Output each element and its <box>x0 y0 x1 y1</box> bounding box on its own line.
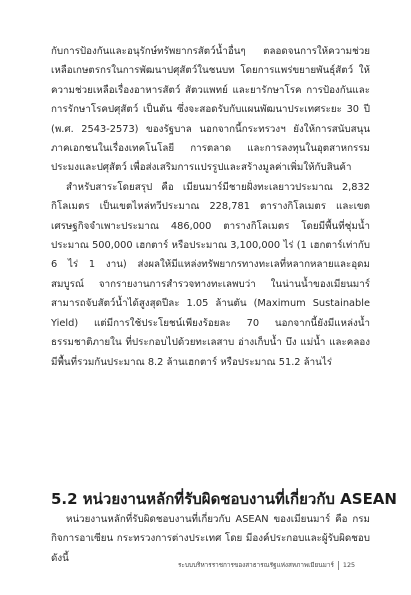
paragraph-1: กับการป้องกันและอนุรักษ์ทรัพยากรสัตว์น้ำอื่นๆ ตลอดจนการให้ความช่วยเหลือเกษตรกรในการพัฒนาปศุสัตว์ในชนบท โดยการแพร่ขยายพันธุ์สัตว์ ให้ความช่วยเหลือเรื่องอาหารสัตว์ สัตวแพทย์ และยารักษาโรค การป้องกันและการรักษาโรคปศุสัตว์ เป็นต้น ซึ่งจะสอดรับกับแผนพัฒนาประเทศระยะ 30 ปี (พ.ศ. 2543-2573) ของรัฐบาล นอกจากนี้กระทรวงฯ ยังให้การสนับสนุนภาคเอกชนในเรื่องเทคโนโลยี การตลาด และการลงทุนในอุตสาหกรรมประมงและปศุสัตว์ เพื่อส่งเสริมการแปรรูปและสร้างมูลค่าเพิ่มให้กับสินค้า <box>51 46 370 174</box>
section-heading: 5.2 หน่วยงานหลักที่รับผิดชอบงานที่เกี่ยวกับ ASEAN <box>51 490 397 508</box>
page-footer <box>178 560 378 570</box>
paragraph-2: สำหรับสาระโดยสรุป คือ เมียนมาร์มีชายฝั่งทะเลยาวประมาณ 2,832 กิโลเมตร เป็นเขตไหล่ทวีประมาณ 228,781 ตารางกิโลเมตร และเขตเศรษฐกิจจำเพาะประมาณ 486,000 ตารางกิโลเมตร โดยมีพื้นที่ชุ่มน้ำประมาณ 500,000 เฮกตาร์ หรือประมาณ 3,100,000 ไร่ (1 เฮกตาร์เท่ากับ 6 ไร่ 1 งาน) ส่งผลให้มีแหล่งทรัพยากรทางทะเลที่หลากหลายและอุดมสมบูรณ์ จากรายงานการสำรวจทางทะเลพบว่า ในน่านน้ำของเมียนมาร์สามารถจับสัตว์น้ำได้สูงสุดปีละ 1.05 ล้านตัน (Maximum Sustainable Yield) แต่มีการใช้ประโยชน์เพียงร้อยละ 70 นอกจากนี้ยังมีแหล่งน้ำธรรมชาติภายใน ที่ประกอบไปด้วยทะเลสาบ อ่างเก็บน้ำ บึง แม่น้ำ และคลอง มีพื้นที่รวมกันประมาณ 8.2 ล้านเฮกตาร์ หรือประมาณ 51.2 ล้านไร่ <box>51 181 370 368</box>
page-number: 125 <box>342 561 356 569</box>
footer-title: ระบบบริหารราชการของสาธารณรัฐแห่งสหภาพเมียนมาร์ <box>178 561 334 569</box>
body-text <box>51 42 370 372</box>
footer-separator <box>338 561 339 570</box>
section-body: หน่วยงานหลักที่รับผิดชอบงานที่เกี่ยวกับ ASEAN ของเมียนมาร์ คือ กรมกิจการอาเซียน กระทรวงการต่างประเทศ โดย มีองค์ประกอบและผู้รับผิดชอบดังนี้ <box>51 514 370 564</box>
